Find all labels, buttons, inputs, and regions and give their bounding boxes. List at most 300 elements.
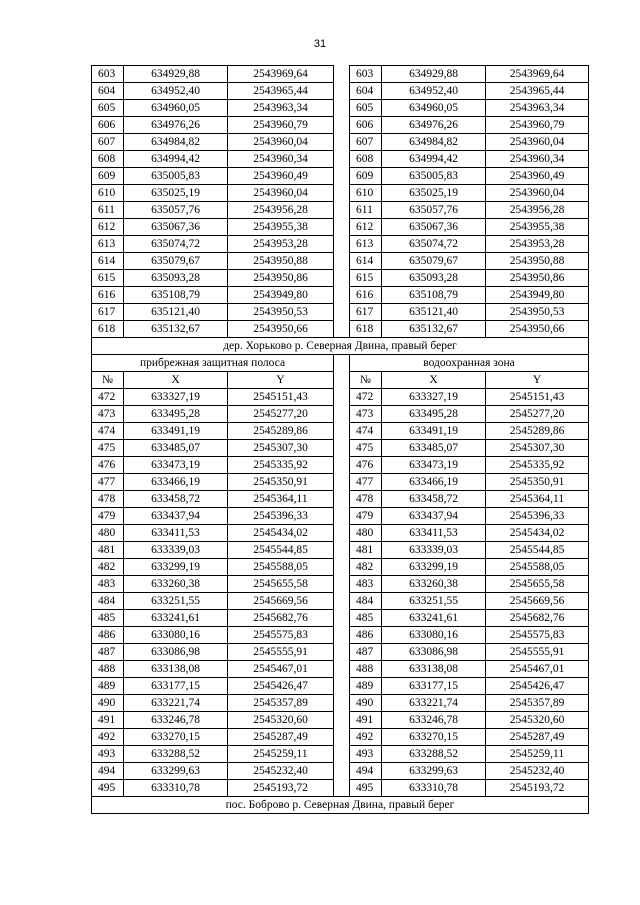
point-number-right: 613 [350, 236, 382, 253]
y-coordinate-right: 2543960,49 [486, 168, 589, 185]
point-number-right: 617 [350, 304, 382, 321]
point-number-left: 490 [92, 695, 124, 712]
table-row [92, 661, 589, 678]
block2-header [92, 338, 589, 389]
column-gap [334, 712, 350, 729]
section-caption-khorkovo: дер. Хорьково р. Северная Двина, правый берег [92, 338, 589, 355]
x-coordinate-right: 635093,28 [382, 270, 486, 287]
y-coordinate-left: 2545151,43 [228, 389, 334, 406]
y-coordinate-left: 2545287,49 [228, 729, 334, 746]
y-coordinate-right: 2545357,89 [486, 695, 589, 712]
y-coordinate-left: 2545396,33 [228, 508, 334, 525]
x-coordinate-right: 634994,42 [382, 151, 486, 168]
column-gap [334, 202, 350, 219]
y-coordinate-right: 2543950,53 [486, 304, 589, 321]
x-coordinate-right: 633437,94 [382, 508, 486, 525]
point-number-left: 492 [92, 729, 124, 746]
x-coordinate-right: 633241,61 [382, 610, 486, 627]
column-gap [334, 695, 350, 712]
table-row [92, 270, 589, 287]
x-coordinate-left: 633260,38 [124, 576, 228, 593]
table-row [92, 627, 589, 644]
subheading-water-protection-zone: водоохранная зона [350, 355, 589, 372]
point-number-right: 481 [350, 542, 382, 559]
table-row [92, 219, 589, 236]
y-coordinate-right: 2543950,86 [486, 270, 589, 287]
y-coordinate-right: 2545555,91 [486, 644, 589, 661]
x-coordinate-left: 634994,42 [124, 151, 228, 168]
x-coordinate-right: 633485,07 [382, 440, 486, 457]
header-y-left: Y [228, 372, 334, 389]
y-coordinate-left: 2545259,11 [228, 746, 334, 763]
x-coordinate-left: 633270,15 [124, 729, 228, 746]
point-number-left: 479 [92, 508, 124, 525]
x-coordinate-right: 635057,76 [382, 202, 486, 219]
x-coordinate-right: 633086,98 [382, 644, 486, 661]
table-row [92, 151, 589, 168]
x-coordinate-left: 633246,78 [124, 712, 228, 729]
point-number-right: 489 [350, 678, 382, 695]
point-number-right: 484 [350, 593, 382, 610]
point-number-left: 495 [92, 780, 124, 797]
y-coordinate-left: 2543956,28 [228, 202, 334, 219]
point-number-left: 617 [92, 304, 124, 321]
point-number-left: 615 [92, 270, 124, 287]
y-coordinate-left: 2545364,11 [228, 491, 334, 508]
y-coordinate-left: 2543955,38 [228, 219, 334, 236]
x-coordinate-right: 633491,19 [382, 423, 486, 440]
x-coordinate-right: 635067,36 [382, 219, 486, 236]
point-number-left: 485 [92, 610, 124, 627]
table-row [92, 168, 589, 185]
column-gap [334, 134, 350, 151]
point-number-right: 618 [350, 321, 382, 338]
y-coordinate-right: 2545193,72 [486, 780, 589, 797]
y-coordinate-left: 2543949,80 [228, 287, 334, 304]
column-gap [334, 508, 350, 525]
column-gap [334, 236, 350, 253]
point-number-left: 473 [92, 406, 124, 423]
x-coordinate-right: 633221,74 [382, 695, 486, 712]
point-number-right: 491 [350, 712, 382, 729]
y-coordinate-right: 2543960,04 [486, 134, 589, 151]
column-gap [334, 100, 350, 117]
y-coordinate-right: 2545289,86 [486, 423, 589, 440]
header-x-right: X [382, 372, 486, 389]
y-coordinate-right: 2545277,20 [486, 406, 589, 423]
x-coordinate-left: 633411,53 [124, 525, 228, 542]
point-number-left: 474 [92, 423, 124, 440]
point-number-right: 610 [350, 185, 382, 202]
table-row [92, 236, 589, 253]
point-number-right: 487 [350, 644, 382, 661]
x-coordinate-left: 633080,16 [124, 627, 228, 644]
y-coordinate-right: 2545588,05 [486, 559, 589, 576]
point-number-right: 603 [350, 66, 382, 83]
x-coordinate-right: 635132,67 [382, 321, 486, 338]
x-coordinate-right: 635108,79 [382, 287, 486, 304]
y-coordinate-right: 2545467,01 [486, 661, 589, 678]
point-number-left: 477 [92, 474, 124, 491]
column-gap [334, 763, 350, 780]
y-coordinate-right: 2543969,64 [486, 66, 589, 83]
table-row [92, 134, 589, 151]
table-row [92, 66, 589, 83]
column-gap [334, 746, 350, 763]
y-coordinate-right: 2545335,92 [486, 457, 589, 474]
x-coordinate-left: 635074,72 [124, 236, 228, 253]
x-coordinate-left: 634952,40 [124, 83, 228, 100]
table-row [92, 678, 589, 695]
x-coordinate-left: 633288,52 [124, 746, 228, 763]
y-coordinate-right: 2545682,76 [486, 610, 589, 627]
y-coordinate-right: 2543960,04 [486, 185, 589, 202]
y-coordinate-left: 2543960,79 [228, 117, 334, 134]
y-coordinate-left: 2545588,05 [228, 559, 334, 576]
y-coordinate-left: 2545467,01 [228, 661, 334, 678]
column-gap [334, 576, 350, 593]
point-number-left: 618 [92, 321, 124, 338]
x-coordinate-right: 635121,40 [382, 304, 486, 321]
y-coordinate-left: 2545575,83 [228, 627, 334, 644]
x-coordinate-left: 633086,98 [124, 644, 228, 661]
x-coordinate-left: 633138,08 [124, 661, 228, 678]
y-coordinate-left: 2545289,86 [228, 423, 334, 440]
x-coordinate-left: 634984,82 [124, 134, 228, 151]
point-number-left: 609 [92, 168, 124, 185]
y-coordinate-right: 2543965,44 [486, 83, 589, 100]
y-coordinate-right: 2545259,11 [486, 746, 589, 763]
point-number-right: 611 [350, 202, 382, 219]
point-number-right: 608 [350, 151, 382, 168]
point-number-left: 613 [92, 236, 124, 253]
table-row [92, 457, 589, 474]
x-coordinate-right: 634929,88 [382, 66, 486, 83]
x-coordinate-left: 633485,07 [124, 440, 228, 457]
point-number-right: 614 [350, 253, 382, 270]
y-coordinate-left: 2543963,34 [228, 100, 334, 117]
subheading-coastal-strip: прибрежная защитная полоса [92, 355, 334, 372]
x-coordinate-right: 634984,82 [382, 134, 486, 151]
y-coordinate-left: 2543950,66 [228, 321, 334, 338]
y-coordinate-left: 2543960,04 [228, 134, 334, 151]
x-coordinate-left: 635005,83 [124, 168, 228, 185]
column-gap [334, 83, 350, 100]
table-row [92, 763, 589, 780]
table-row [92, 559, 589, 576]
column-gap [334, 678, 350, 695]
point-number-left: 608 [92, 151, 124, 168]
point-number-right: 488 [350, 661, 382, 678]
point-number-left: 614 [92, 253, 124, 270]
point-number-left: 489 [92, 678, 124, 695]
y-coordinate-right: 2545307,30 [486, 440, 589, 457]
point-number-right: 612 [350, 219, 382, 236]
column-gap [334, 644, 350, 661]
point-number-right: 604 [350, 83, 382, 100]
table-row [92, 729, 589, 746]
x-coordinate-right: 633246,78 [382, 712, 486, 729]
x-coordinate-left: 635093,28 [124, 270, 228, 287]
point-number-right: 616 [350, 287, 382, 304]
y-coordinate-left: 2543969,64 [228, 66, 334, 83]
y-coordinate-left: 2545426,47 [228, 678, 334, 695]
y-coordinate-right: 2545544,85 [486, 542, 589, 559]
y-coordinate-right: 2545232,40 [486, 763, 589, 780]
point-number-right: 473 [350, 406, 382, 423]
column-gap [334, 491, 350, 508]
table-row [92, 644, 589, 661]
point-number-left: 493 [92, 746, 124, 763]
column-gap [334, 355, 350, 372]
column-gap [334, 117, 350, 134]
point-number-left: 606 [92, 117, 124, 134]
x-coordinate-left: 633495,28 [124, 406, 228, 423]
column-gap [334, 253, 350, 270]
column-gap [334, 304, 350, 321]
table-row [92, 117, 589, 134]
x-coordinate-right: 633251,55 [382, 593, 486, 610]
x-coordinate-left: 634976,26 [124, 117, 228, 134]
y-coordinate-left: 2545350,91 [228, 474, 334, 491]
x-coordinate-left: 635025,19 [124, 185, 228, 202]
column-gap [334, 151, 350, 168]
y-coordinate-left: 2543960,34 [228, 151, 334, 168]
x-coordinate-left: 633310,78 [124, 780, 228, 797]
x-coordinate-left: 635108,79 [124, 287, 228, 304]
column-gap [334, 627, 350, 644]
column-gap [334, 559, 350, 576]
block1-rows [92, 66, 589, 338]
x-coordinate-right: 633288,52 [382, 746, 486, 763]
block2-rows [92, 389, 589, 797]
y-coordinate-right: 2545320,60 [486, 712, 589, 729]
x-coordinate-left: 633327,19 [124, 389, 228, 406]
point-number-left: 487 [92, 644, 124, 661]
point-number-left: 611 [92, 202, 124, 219]
point-number-left: 604 [92, 83, 124, 100]
x-coordinate-right: 633138,08 [382, 661, 486, 678]
x-coordinate-left: 634929,88 [124, 66, 228, 83]
point-number-right: 479 [350, 508, 382, 525]
table-row [92, 712, 589, 729]
x-coordinate-left: 633491,19 [124, 423, 228, 440]
x-coordinate-left: 633177,15 [124, 678, 228, 695]
section-caption-bobrovo: пос. Боброво р. Северная Двина, правый берег [92, 797, 589, 814]
table-row [92, 423, 589, 440]
y-coordinate-left: 2545307,30 [228, 440, 334, 457]
x-coordinate-right: 633310,78 [382, 780, 486, 797]
x-coordinate-right: 635005,83 [382, 168, 486, 185]
header-number-left: № [92, 372, 124, 389]
column-gap [334, 440, 350, 457]
y-coordinate-right: 2543960,34 [486, 151, 589, 168]
x-coordinate-left: 633299,63 [124, 763, 228, 780]
y-coordinate-left: 2543950,53 [228, 304, 334, 321]
point-number-right: 477 [350, 474, 382, 491]
table-row [92, 491, 589, 508]
point-number-right: 483 [350, 576, 382, 593]
point-number-right: 490 [350, 695, 382, 712]
point-number-left: 603 [92, 66, 124, 83]
x-coordinate-left: 635079,67 [124, 253, 228, 270]
point-number-right: 485 [350, 610, 382, 627]
y-coordinate-right: 2543963,34 [486, 100, 589, 117]
y-coordinate-left: 2545277,20 [228, 406, 334, 423]
column-gap [334, 168, 350, 185]
point-number-left: 612 [92, 219, 124, 236]
point-number-left: 480 [92, 525, 124, 542]
point-number-left: 491 [92, 712, 124, 729]
y-coordinate-right: 2543953,28 [486, 236, 589, 253]
column-gap [334, 287, 350, 304]
column-gap [334, 270, 350, 287]
point-number-right: 495 [350, 780, 382, 797]
y-coordinate-right: 2543960,79 [486, 117, 589, 134]
point-number-right: 492 [350, 729, 382, 746]
x-coordinate-right: 635074,72 [382, 236, 486, 253]
y-coordinate-right: 2545426,47 [486, 678, 589, 695]
x-coordinate-left: 633241,61 [124, 610, 228, 627]
point-number-left: 475 [92, 440, 124, 457]
x-coordinate-right: 634952,40 [382, 83, 486, 100]
point-number-right: 474 [350, 423, 382, 440]
y-coordinate-right: 2543950,66 [486, 321, 589, 338]
y-coordinate-left: 2543960,04 [228, 185, 334, 202]
point-number-right: 494 [350, 763, 382, 780]
point-number-left: 616 [92, 287, 124, 304]
column-gap [334, 423, 350, 440]
x-coordinate-right: 633260,38 [382, 576, 486, 593]
table-row [92, 304, 589, 321]
x-coordinate-right: 633466,19 [382, 474, 486, 491]
x-coordinate-left: 633339,03 [124, 542, 228, 559]
table-row [92, 610, 589, 627]
x-coordinate-right: 633327,19 [382, 389, 486, 406]
column-gap [334, 406, 350, 423]
point-number-right: 476 [350, 457, 382, 474]
column-gap [334, 474, 350, 491]
y-coordinate-left: 2545669,56 [228, 593, 334, 610]
table-row [92, 746, 589, 763]
header-x-left: X [124, 372, 228, 389]
y-coordinate-left: 2545357,89 [228, 695, 334, 712]
point-number-right: 607 [350, 134, 382, 151]
point-number-left: 607 [92, 134, 124, 151]
x-coordinate-left: 635132,67 [124, 321, 228, 338]
y-coordinate-left: 2543965,44 [228, 83, 334, 100]
x-coordinate-left: 635057,76 [124, 202, 228, 219]
x-coordinate-right: 633270,15 [382, 729, 486, 746]
point-number-left: 605 [92, 100, 124, 117]
point-number-left: 484 [92, 593, 124, 610]
table-row [92, 695, 589, 712]
x-coordinate-left: 635067,36 [124, 219, 228, 236]
y-coordinate-left: 2545232,40 [228, 763, 334, 780]
point-number-left: 476 [92, 457, 124, 474]
table-row [92, 406, 589, 423]
table-row [92, 287, 589, 304]
x-coordinate-right: 633411,53 [382, 525, 486, 542]
point-number-right: 478 [350, 491, 382, 508]
y-coordinate-right: 2545669,56 [486, 593, 589, 610]
table-row [92, 474, 589, 491]
table-row [92, 780, 589, 797]
table-row [92, 100, 589, 117]
point-number-left: 478 [92, 491, 124, 508]
table-row [92, 440, 589, 457]
header-number-right: № [350, 372, 382, 389]
x-coordinate-left: 633251,55 [124, 593, 228, 610]
table-row [92, 525, 589, 542]
y-coordinate-left: 2543950,88 [228, 253, 334, 270]
y-coordinate-right: 2545287,49 [486, 729, 589, 746]
point-number-right: 493 [350, 746, 382, 763]
x-coordinate-left: 633437,94 [124, 508, 228, 525]
table-row [92, 576, 589, 593]
y-coordinate-left: 2545320,60 [228, 712, 334, 729]
table-row [92, 593, 589, 610]
y-coordinate-left: 2545655,58 [228, 576, 334, 593]
point-number-right: 615 [350, 270, 382, 287]
point-number-left: 481 [92, 542, 124, 559]
column-gap [334, 185, 350, 202]
x-coordinate-right: 635025,19 [382, 185, 486, 202]
x-coordinate-right: 633473,19 [382, 457, 486, 474]
column-gap [334, 321, 350, 338]
x-coordinate-right: 634960,05 [382, 100, 486, 117]
point-number-left: 483 [92, 576, 124, 593]
x-coordinate-right: 633339,03 [382, 542, 486, 559]
point-number-left: 488 [92, 661, 124, 678]
column-gap [334, 610, 350, 627]
x-coordinate-right: 633299,19 [382, 559, 486, 576]
y-coordinate-left: 2545682,76 [228, 610, 334, 627]
column-gap [334, 542, 350, 559]
table-row [92, 83, 589, 100]
y-coordinate-left: 2545544,85 [228, 542, 334, 559]
point-number-left: 494 [92, 763, 124, 780]
column-gap [334, 389, 350, 406]
point-number-left: 472 [92, 389, 124, 406]
y-coordinate-left: 2545193,72 [228, 780, 334, 797]
x-coordinate-left: 634960,05 [124, 100, 228, 117]
table-row [92, 202, 589, 219]
table-row [92, 253, 589, 270]
y-coordinate-left: 2543950,86 [228, 270, 334, 287]
point-number-right: 480 [350, 525, 382, 542]
y-coordinate-right: 2545364,11 [486, 491, 589, 508]
x-coordinate-right: 633080,16 [382, 627, 486, 644]
x-coordinate-right: 633458,72 [382, 491, 486, 508]
y-coordinate-right: 2543956,28 [486, 202, 589, 219]
table-row [92, 508, 589, 525]
table-row [92, 542, 589, 559]
point-number-left: 610 [92, 185, 124, 202]
point-number-right: 609 [350, 168, 382, 185]
x-coordinate-left: 633473,19 [124, 457, 228, 474]
y-coordinate-right: 2545434,02 [486, 525, 589, 542]
column-gap [334, 525, 350, 542]
column-gap [334, 372, 350, 389]
x-coordinate-right: 633177,15 [382, 678, 486, 695]
header-y-right: Y [486, 372, 589, 389]
x-coordinate-left: 633299,19 [124, 559, 228, 576]
column-gap [334, 593, 350, 610]
point-number-right: 472 [350, 389, 382, 406]
x-coordinate-right: 633299,63 [382, 763, 486, 780]
x-coordinate-left: 633458,72 [124, 491, 228, 508]
